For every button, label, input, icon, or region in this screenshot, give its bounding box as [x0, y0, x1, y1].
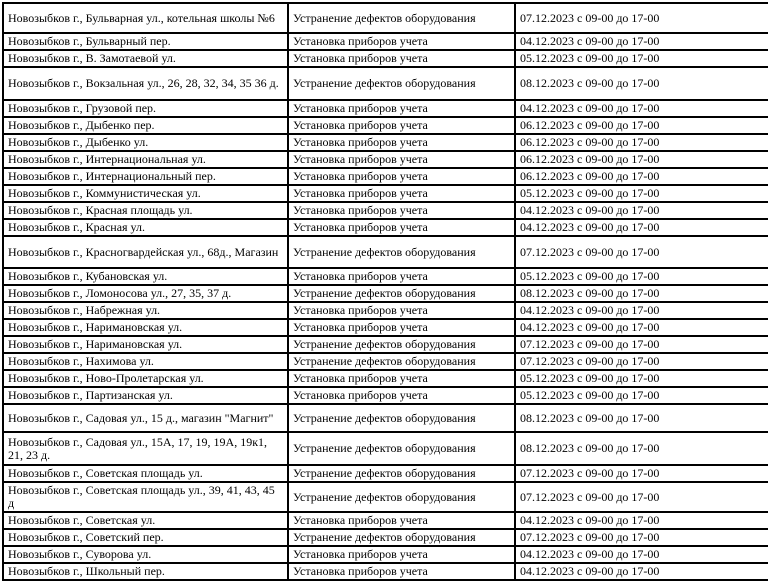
address-cell: Новозыбков г., Бульварная ул., котельная школы №6 [3, 3, 288, 33]
work-type-cell: Устранение дефектов оборудования [288, 465, 515, 482]
datetime-cell: 06.12.2023 с 09-00 до 17-00 [515, 151, 768, 168]
work-type-cell: Устранение дефектов оборудования [288, 353, 515, 370]
table-row [3, 33, 768, 50]
address-cell: Новозыбков г., Красная площадь ул. [3, 202, 288, 219]
work-type-cell: Устранение дефектов оборудования [288, 3, 515, 33]
address-cell: Новозыбков г., Наримановская ул. [3, 336, 288, 353]
table-row [3, 546, 768, 563]
address-cell: Новозыбков г., Наримановская ул. [3, 319, 288, 336]
table-row [3, 168, 768, 185]
address-cell: Новозыбков г., Советская площадь ул., 39, 41, 43, 45 д [3, 482, 288, 512]
table-row [3, 67, 768, 100]
work-type-cell: Установка приборов учета [288, 387, 515, 404]
table-row [3, 387, 768, 404]
address-cell: Новозыбков г., Красногвардейская ул., 68д., Магазин [3, 236, 288, 268]
address-cell: Новозыбков г., Дыбенко ул. [3, 134, 288, 151]
datetime-cell: 06.12.2023 с 09-00 до 17-00 [515, 168, 768, 185]
address-cell: Новозыбков г., В. Замотаевой ул. [3, 50, 288, 67]
work-type-cell: Установка приборов учета [288, 151, 515, 168]
address-cell: Новозыбков г., Грузовой пер. [3, 100, 288, 117]
datetime-cell: 07.12.2023 с 09-00 до 17-00 [515, 353, 768, 370]
table-row [3, 404, 768, 432]
datetime-cell: 08.12.2023 с 09-00 до 17-00 [515, 404, 768, 432]
datetime-cell: 04.12.2023 с 09-00 до 17-00 [515, 546, 768, 563]
table-row [3, 353, 768, 370]
work-type-cell: Установка приборов учета [288, 50, 515, 67]
table-row [3, 185, 768, 202]
work-type-cell: Установка приборов учета [288, 563, 515, 580]
datetime-cell: 07.12.2023 с 09-00 до 17-00 [515, 529, 768, 546]
schedule-table-body [3, 3, 768, 580]
datetime-cell: 05.12.2023 с 09-00 до 17-00 [515, 268, 768, 285]
datetime-cell: 05.12.2023 с 09-00 до 17-00 [515, 387, 768, 404]
table-row [3, 202, 768, 219]
work-type-cell: Устранение дефектов оборудования [288, 236, 515, 268]
address-cell: Новозыбков г., Нахимова ул. [3, 353, 288, 370]
work-type-cell: Установка приборов учета [288, 202, 515, 219]
address-cell: Новозыбков г., Ломоносова ул., 27, 35, 37 д. [3, 285, 288, 302]
table-row [3, 3, 768, 33]
table-row [3, 336, 768, 353]
work-type-cell: Установка приборов учета [288, 100, 515, 117]
datetime-cell: 05.12.2023 с 09-00 до 17-00 [515, 50, 768, 67]
work-type-cell: Установка приборов учета [288, 168, 515, 185]
address-cell: Новозыбков г., Интернациональный пер. [3, 168, 288, 185]
address-cell: Новозыбков г., Кубановская ул. [3, 268, 288, 285]
address-cell: Новозыбков г., Суворова ул. [3, 546, 288, 563]
datetime-cell: 07.12.2023 с 09-00 до 17-00 [515, 3, 768, 33]
table-row [3, 134, 768, 151]
table-row [3, 319, 768, 336]
address-cell: Новозыбков г., Советский пер. [3, 529, 288, 546]
table-row [3, 432, 768, 465]
address-cell: Новозыбков г., Интернациональная ул. [3, 151, 288, 168]
work-type-cell: Устранение дефектов оборудования [288, 404, 515, 432]
work-type-cell: Установка приборов учета [288, 268, 515, 285]
datetime-cell: 04.12.2023 с 09-00 до 17-00 [515, 33, 768, 50]
address-cell: Новозыбков г., Бульварный пер. [3, 33, 288, 50]
table-row [3, 563, 768, 580]
datetime-cell: 08.12.2023 с 09-00 до 17-00 [515, 67, 768, 100]
work-type-cell: Устранение дефектов оборудования [288, 336, 515, 353]
datetime-cell: 04.12.2023 с 09-00 до 17-00 [515, 100, 768, 117]
datetime-cell: 04.12.2023 с 09-00 до 17-00 [515, 512, 768, 529]
address-cell: Новозыбков г., Красная ул. [3, 219, 288, 236]
table-row [3, 285, 768, 302]
work-type-cell: Устранение дефектов оборудования [288, 432, 515, 465]
table-row [3, 100, 768, 117]
datetime-cell: 06.12.2023 с 09-00 до 17-00 [515, 134, 768, 151]
table-row [3, 482, 768, 512]
address-cell: Новозыбков г., Садовая ул., 15А, 17, 19, 19А, 19к1, 21, 23 д. [3, 432, 288, 465]
work-type-cell: Установка приборов учета [288, 546, 515, 563]
work-type-cell: Установка приборов учета [288, 33, 515, 50]
datetime-cell: 04.12.2023 с 09-00 до 17-00 [515, 302, 768, 319]
datetime-cell: 07.12.2023 с 09-00 до 17-00 [515, 336, 768, 353]
address-cell: Новозыбков г., Дыбенко пер. [3, 117, 288, 134]
work-type-cell: Установка приборов учета [288, 185, 515, 202]
datetime-cell: 04.12.2023 с 09-00 до 17-00 [515, 219, 768, 236]
table-row [3, 151, 768, 168]
work-type-cell: Установка приборов учета [288, 319, 515, 336]
work-type-cell: Устранение дефектов оборудования [288, 67, 515, 100]
table-row [3, 529, 768, 546]
datetime-cell: 04.12.2023 с 09-00 до 17-00 [515, 202, 768, 219]
address-cell: Новозыбков г., Советская ул. [3, 512, 288, 529]
address-cell: Новозыбков г., Коммунистическая ул. [3, 185, 288, 202]
work-type-cell: Установка приборов учета [288, 134, 515, 151]
outage-schedule-table [2, 2, 768, 581]
address-cell: Новозыбков г., Набрежная ул. [3, 302, 288, 319]
work-type-cell: Установка приборов учета [288, 219, 515, 236]
work-type-cell: Установка приборов учета [288, 512, 515, 529]
address-cell: Новозыбков г., Советская площадь ул. [3, 465, 288, 482]
datetime-cell: 07.12.2023 с 09-00 до 17-00 [515, 236, 768, 268]
datetime-cell: 07.12.2023 с 09-00 до 17-00 [515, 465, 768, 482]
work-type-cell: Устранение дефектов оборудования [288, 482, 515, 512]
datetime-cell: 08.12.2023 с 09-00 до 17-00 [515, 432, 768, 465]
table-row [3, 370, 768, 387]
address-cell: Новозыбков г., Ново-Пролетарская ул. [3, 370, 288, 387]
datetime-cell: 04.12.2023 с 09-00 до 17-00 [515, 319, 768, 336]
table-row [3, 117, 768, 134]
table-row [3, 219, 768, 236]
table-row [3, 302, 768, 319]
datetime-cell: 07.12.2023 с 09-00 до 17-00 [515, 482, 768, 512]
table-row [3, 268, 768, 285]
address-cell: Новозыбков г., Вокзальная ул., 26, 28, 32, 34, 35 36 д. [3, 67, 288, 100]
datetime-cell: 08.12.2023 с 09-00 до 17-00 [515, 285, 768, 302]
address-cell: Новозыбков г., Садовая ул., 15 д., магазин "Магнит" [3, 404, 288, 432]
work-type-cell: Установка приборов учета [288, 117, 515, 134]
table-row [3, 512, 768, 529]
address-cell: Новозыбков г., Школьный пер. [3, 563, 288, 580]
datetime-cell: 06.12.2023 с 09-00 до 17-00 [515, 117, 768, 134]
work-type-cell: Устранение дефектов оборудования [288, 529, 515, 546]
work-type-cell: Устранение дефектов оборудования [288, 285, 515, 302]
table-row [3, 465, 768, 482]
datetime-cell: 05.12.2023 с 09-00 до 17-00 [515, 370, 768, 387]
work-type-cell: Установка приборов учета [288, 370, 515, 387]
work-type-cell: Установка приборов учета [288, 302, 515, 319]
datetime-cell: 05.12.2023 с 09-00 до 17-00 [515, 185, 768, 202]
table-row [3, 50, 768, 67]
table-row [3, 236, 768, 268]
datetime-cell: 04.12.2023 с 09-00 до 17-00 [515, 563, 768, 580]
address-cell: Новозыбков г., Партизанская ул. [3, 387, 288, 404]
